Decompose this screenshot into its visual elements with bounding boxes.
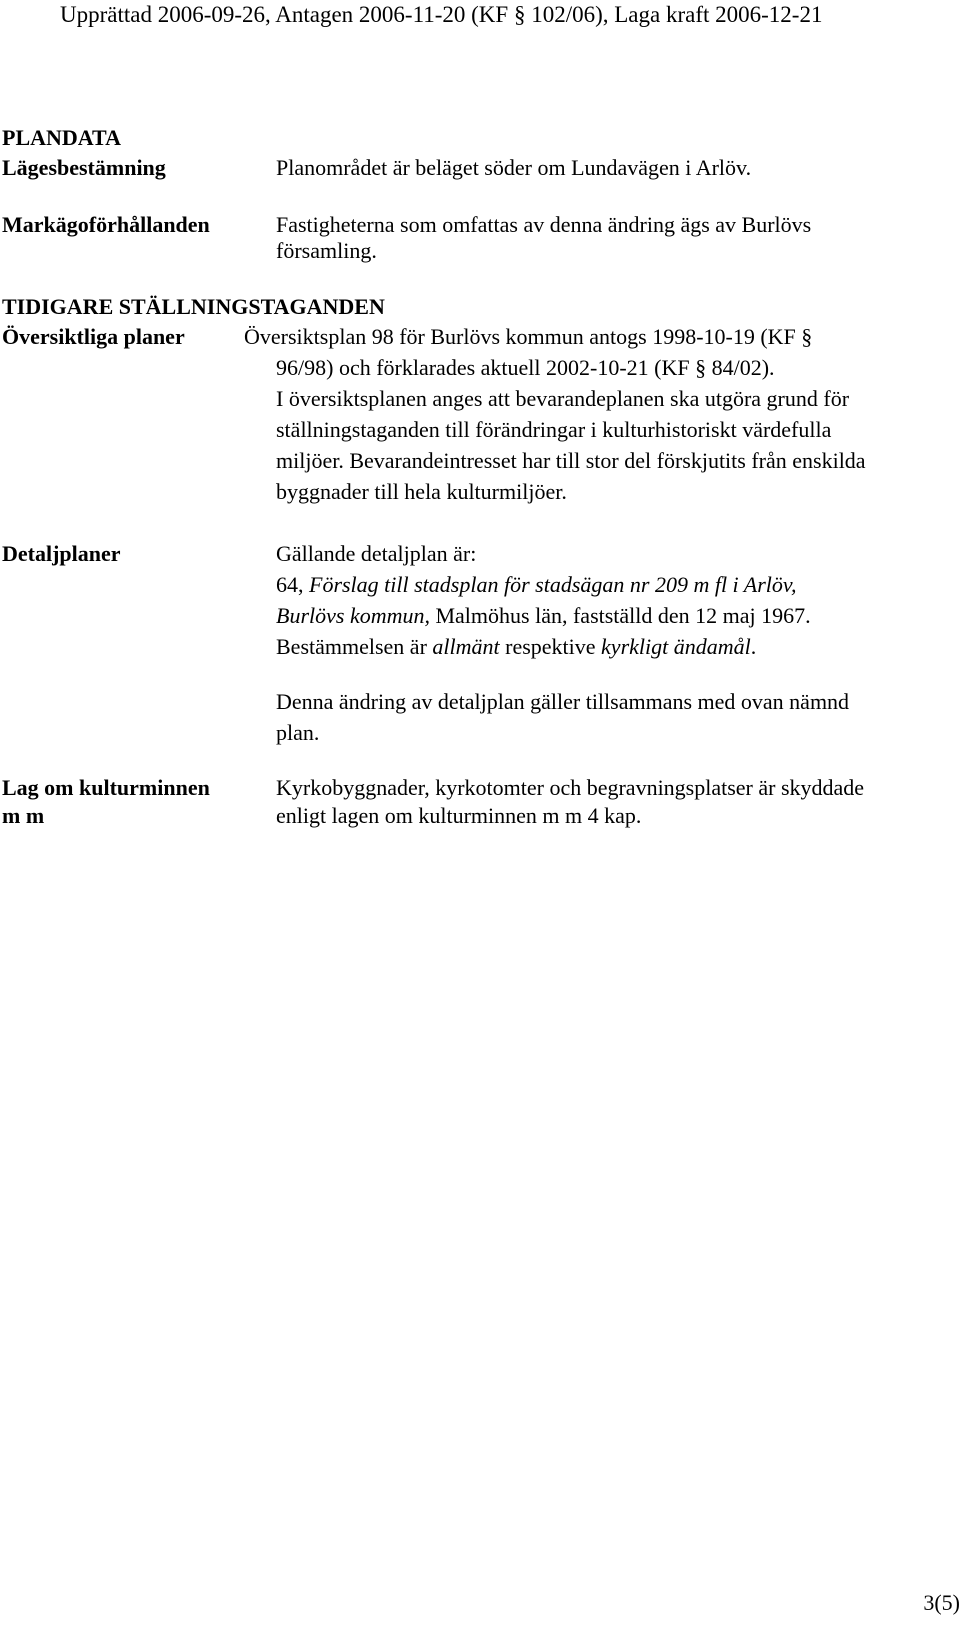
detail-note-line1: Denna ändring av detaljplan gäller tillsammans med ovan nämnd xyxy=(276,689,850,714)
detail-note-line2: plan. xyxy=(276,720,320,745)
detail-rule-end: . xyxy=(750,634,757,659)
overview-text-line5: miljöer. Bevarandeintresset har till stor del förskjutits från enskilda xyxy=(276,448,866,473)
detail-municipality: Burlövs kommun, xyxy=(276,603,430,628)
detail-plan-line1 xyxy=(276,572,797,598)
detail-approval: Malmöhus län, fastställd den 12 maj 1967. xyxy=(429,603,811,628)
ownership-text-line2: församling. xyxy=(276,238,377,263)
heritage-text-line2: enligt lagen om kulturminnen m m 4 kap. xyxy=(276,803,642,828)
location-text: Planområdet är beläget söder om Lundavägen i Arlöv. xyxy=(276,155,752,180)
detail-label: Detaljplaner xyxy=(2,541,121,566)
detail-plan-number: 64, xyxy=(276,572,309,597)
detail-plan-line2 xyxy=(276,603,811,629)
heritage-text-line1: Kyrkobyggnader, kyrkotomter och begravningsplatser är skyddade xyxy=(276,775,865,800)
overview-text-line6: byggnader till hela kulturmiljöer. xyxy=(276,479,567,504)
detail-intro: Gällande detaljplan är: xyxy=(276,541,477,566)
detail-rule-prefix: Bestämmelsen är xyxy=(276,634,433,659)
overview-text-line2: 96/98) och förklarades aktuell 2002-10-21 (KF § 84/02). xyxy=(276,355,775,380)
document-header: Upprättad 2006-09-26, Antagen 2006-11-20 (KF § 102/06), Laga kraft 2006-12-21 xyxy=(60,2,823,27)
ownership-text-line1: Fastigheterna som omfattas av denna ändring ägs av Burlövs xyxy=(276,212,812,237)
detail-rule-line xyxy=(276,634,756,660)
heritage-label-line2: m m xyxy=(2,803,45,828)
detail-rule-general: allmänt xyxy=(432,634,500,659)
location-label: Lägesbestämning xyxy=(2,155,166,180)
plandata-heading: PLANDATA xyxy=(2,125,121,150)
ownership-label: Markägoförhållanden xyxy=(2,212,210,237)
detail-rule-middle: respektive xyxy=(499,634,602,659)
previous-heading: TIDIGARE STÄLLNINGSTAGANDEN xyxy=(2,294,385,319)
overview-text-line1: Översiktsplan 98 för Burlövs kommun antogs 1998-10-19 (KF § xyxy=(244,324,813,349)
overview-text-line3: I översiktsplanen anges att bevarandeplanen ska utgöra grund för xyxy=(276,386,850,411)
heritage-label-line1: Lag om kulturminnen xyxy=(2,775,210,800)
overview-label: Översiktliga planer xyxy=(2,324,185,349)
overview-text-line4: ställningstaganden till förändringar i kulturhistoriskt värdefulla xyxy=(276,417,832,442)
page-number: 3(5) xyxy=(923,1590,960,1615)
detail-plan-title: Förslag till stadsplan för stadsägan nr 209 m fl i Arlöv, xyxy=(309,572,797,597)
detail-rule-church: kyrkligt ändamål xyxy=(601,634,751,659)
